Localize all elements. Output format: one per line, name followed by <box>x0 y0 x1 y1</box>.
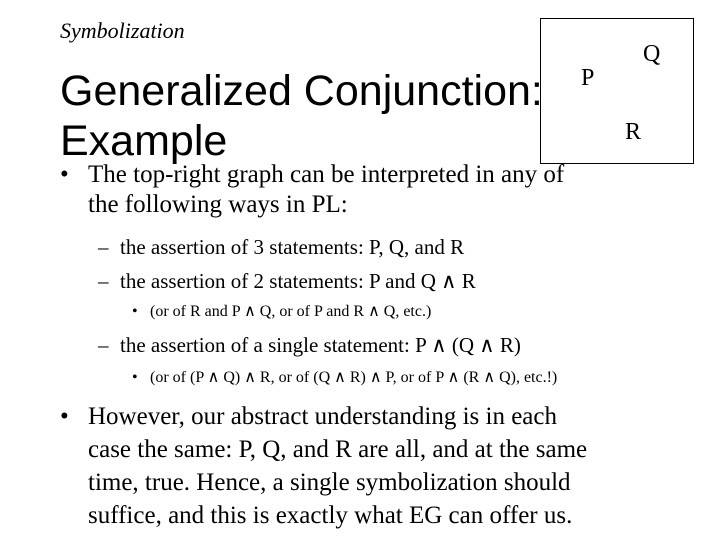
sub-bullet-item <box>60 234 710 260</box>
title-line-1: Generalized Conjunction: <box>60 67 543 115</box>
graph-letter-r: R <box>625 119 642 145</box>
bullet-list <box>60 160 710 532</box>
bullet-text-line: However, our abstract understanding is in each <box>88 403 557 430</box>
bullet-item-interpretation <box>60 160 710 220</box>
slide-title <box>60 66 543 166</box>
dash-mark: – <box>98 269 109 293</box>
bullet-text-line: case the same: P, Q, and R are all, and at the same <box>88 436 588 463</box>
bullet-mark: • <box>132 369 138 386</box>
bullet-item-conclusion <box>60 400 710 532</box>
section-label: Symbolization <box>60 18 185 43</box>
bullet-text-line: suffice, and this is exactly what EG can offer us. <box>88 502 573 529</box>
bullet-mark: • <box>132 303 138 320</box>
sub-sub-bullet-item <box>60 368 710 388</box>
bullet-text-line: time, true. Hence, a single symbolization should <box>88 469 571 496</box>
title-line-2: Example <box>60 117 228 165</box>
bullet-mark: • <box>60 161 69 188</box>
bullet-text-line: the following ways in PL: <box>88 191 348 218</box>
sub-bullet-text: the assertion of 2 statements: P and Q ∧ R <box>120 269 476 293</box>
bullet-text-line: The top-right graph can be interpreted in any of <box>88 161 565 188</box>
bullet-mark: • <box>60 403 69 430</box>
graph-letter-p: P <box>581 65 595 91</box>
sub-bullet-text: the assertion of 3 statements: P, Q, and R <box>120 235 465 259</box>
dash-mark: – <box>98 333 109 357</box>
sub-bullet-item <box>60 268 710 294</box>
sub-bullet-item <box>60 332 710 358</box>
sub-sub-bullet-item <box>60 302 710 322</box>
existential-graph-sheet <box>540 18 694 164</box>
sub-sub-bullet-text: (or of R and P ∧ Q, or of P and R ∧ Q, etc.) <box>150 303 432 320</box>
dash-mark: – <box>98 235 109 259</box>
graph-letter-q: Q <box>643 41 661 67</box>
sub-bullet-text: the assertion of a single statement: P ∧ (Q ∧ R) <box>120 333 521 357</box>
sub-sub-bullet-text: (or of (P ∧ Q) ∧ R, or of (Q ∧ R) ∧ P, or of P ∧ (R ∧ Q), etc.!) <box>150 369 558 386</box>
